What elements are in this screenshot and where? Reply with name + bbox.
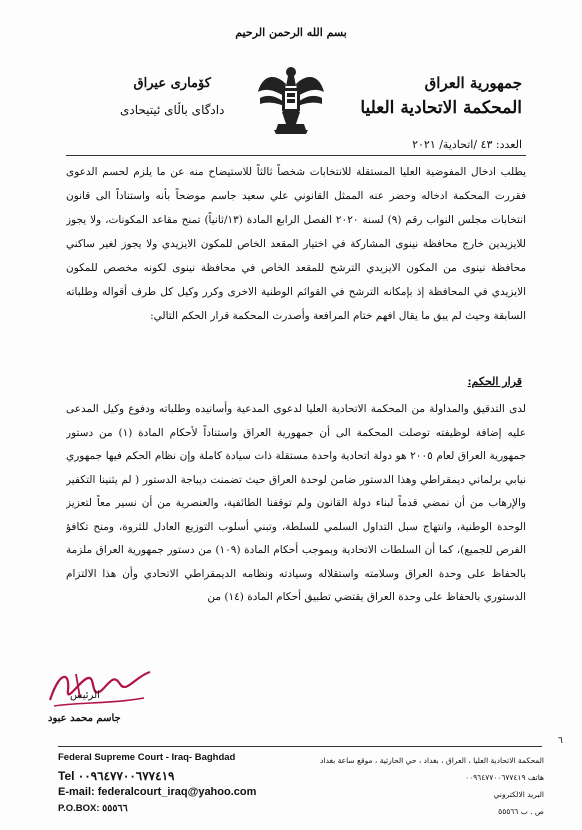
- court-name-arabic: المحكمة الاتحادية العليا: [360, 98, 522, 118]
- footer-address-arabic: المحكمة الاتحادية العليا ، العراق ، بغداد ، حي الحارثية ، موقع ساعة بغداد: [320, 756, 544, 765]
- footer-phone-arabic: هاتف ٠٠٩٦٤٧٧٠٠٦٧٧٤١٩: [465, 773, 544, 782]
- footer-email-label-arabic: البريد الالكتروني: [493, 790, 544, 799]
- country-name-kurdish: کۆماری عیراق: [133, 76, 211, 91]
- reference-number: العدد: ٤٣ /اتحادية/ ٢٠٢١: [412, 138, 522, 151]
- decision-heading: قرار الحكم:: [467, 375, 522, 388]
- body-paragraph-1: يطلب ادخال المفوضية العليا المستقلة للانتخابات شخصاً ثالثاً للاستيضاح منه عن ما يلزم لحسم الدعوى فقررت المحكمة ادخاله وحضر عنه الممثل القانوني علي سعيد جاسم موضحاً بأنه واستناداً الى قانون انتخابات مجلس النواب رقم (٩) لسنة ٢٠٢٠ الفصل الرابع المادة (١٣/ثانياً) تمنح مقاعد المكونات، ولا يجوز للايزيدين خارج محافظة نينوى المشاركة في اختيار المقعد الخاص للمكون الايزيدي ولا يجوز لغير ساكني محافظة نينوى من المكون الايزيدي الترشح للمقعد الخاص في محافظة نينوى لكونه مخصص للمكون الايزيدي في المحافظة إذ بإمكانه الترشح في القوائم الوطنية الاخرى وكرر وكيل كل طرف أقواله وطلباته السابقة وحيث لم يبق ما يقال افهم ختام المرافعة وأصدرت المحكمة قرار الحكم التالي:: [66, 166, 526, 322]
- country-name-arabic: جمهورية العراق: [424, 74, 522, 92]
- footer-arabic-contact: [320, 752, 544, 820]
- footer-court-name: Federal Supreme Court - Iraq- Baghdad: [58, 752, 236, 763]
- signatory-title: الرئيس: [70, 690, 100, 701]
- body-paragraph-2: لدى التدقيق والمداولة من المحكمة الاتحادية العليا لدعوى المدعية وأسانيده وطلباته ودفوع وكيل المدعى عليه إضافة لوظيفته توصلت المحكمة الى أن جمهورية العراق واستناداً لأحكام المادة (١) من دستور جمهورية العراق لعام ٢٠٠٥ هو دولة اتحادية واحدة مستقلة ذات سيادة كاملة وإن نظام الحكم فيها جمهوري نيابي برلماني ديمقراطي وهذا الدستور ضامن لوحدة العراق حيث تضمنت ديباجة الدستور ( لم يثنينا التكفير والإرهاب من أن نمضي قدماً لبناء دولة القانون ولم توقفنا الطائفية، والعنصرية من أن نسير معاً لتعزيز الوحدة الوطنية، وانتهاج سبل التداول السلمي للسلطة، وتبني أسلوب التوزيع العادل للثروة، ومنح تكافؤ الفرص للجميع)، كما أن السلطات الاتحادية وبموجب أحكام المادة (١٠٩) من دستور جمهورية العراق ملزمة بالحفاظ على وحدة العراق وسلامته واستقلاله وسيادته ونظامه الديمقراطي الاتحادي وأن هذا الالتزام الدستوري بالحفاظ على وحدة العراق يقتضي تطبيق أحكام المادة (١٤) من: [66, 403, 526, 603]
- handwritten-signature: [40, 660, 160, 720]
- footer-telephone: Tel ٠٠٩٦٤٧٧٠٠٦٧٧٤١٩: [58, 769, 175, 783]
- footer-po-box: P.O.BOX: ٥٥٥٦٦: [58, 803, 128, 814]
- page-number: ٦: [558, 736, 563, 746]
- iraq-eagle-emblem-icon: [256, 62, 326, 138]
- header-kurdish-block: [120, 76, 224, 117]
- footer-email: E-mail: federalcourt_iraq@yahoo.com: [58, 786, 257, 798]
- basmala: بسم الله الرحمن الرحيم: [235, 26, 347, 39]
- footer-divider: [58, 746, 542, 747]
- header-arabic-block: [360, 74, 522, 118]
- signatory-name: جاسم محمد عبود: [48, 713, 121, 724]
- footer-pobox-arabic: ص . ب ٥٥٥٦٦: [498, 807, 544, 816]
- footer-english-contact: [58, 752, 256, 820]
- header-divider: [66, 155, 526, 156]
- court-name-kurdish: دادگای باڵای ئیتیحادی: [120, 103, 225, 117]
